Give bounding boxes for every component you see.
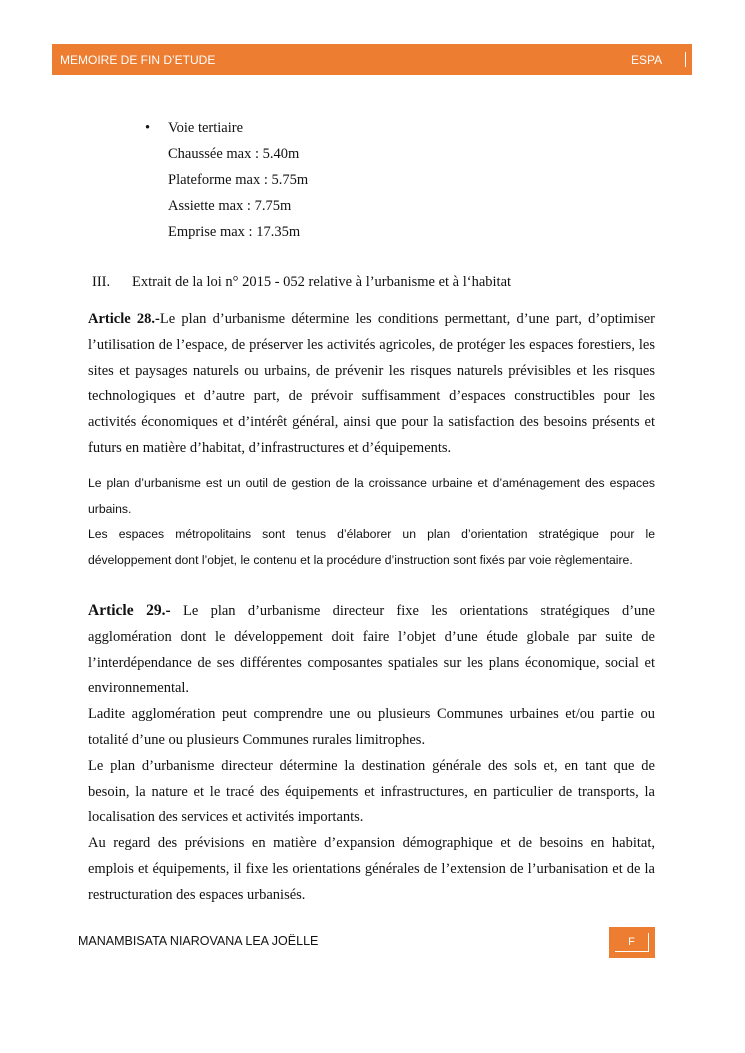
list-item: Chaussée max : 5.40m	[168, 146, 300, 162]
page-number: F	[615, 933, 649, 952]
list-item: Plateforme max : 5.75m	[168, 172, 309, 188]
bullet-list	[145, 118, 308, 248]
note-paragraph-2: Les espaces métropolitains sont tenus d’élaborer un plan d’orientation stratégique pour le développement dont l’objet, le contenu et la procédure d’instruction sont fixés par voie règlementaire.	[88, 527, 655, 567]
page-header	[52, 44, 692, 75]
list-item: Emprise max : 17.35m	[168, 224, 301, 240]
note-paragraph-1: Le plan d’urbanisme est un outil de gestion de la croissance urbaine et d’aménagement des espaces urbains.	[88, 476, 655, 516]
article-28-text: Le plan d’urbanisme détermine les conditions permettant, d’une part, d’optimiser l’utilisation de l’espace, de préserver les activités agricoles, de protéger les espaces forestiers, les sites et paysages naturels ou urbains, de prévenir les risques naturels prévisibles et les risques technologiques et d’autre part, de prévoir suffisamment d’espaces constructibles pour les activités économiques et d’intérêt général, ainsi que pour la satisfaction des besoins présents et futurs en matière d’habitat, d’infrastructures et d’équipements.	[88, 311, 655, 456]
bullet-icon: •	[145, 120, 151, 136]
bullet-title: Voie tertiaire	[168, 120, 244, 136]
section-number: III.	[92, 274, 111, 290]
header-title: MEMOIRE DE FIN D’ETUDE	[60, 53, 216, 67]
header-divider	[685, 52, 686, 67]
footer-author: MANAMBISATA NIAROVANA LEA JOËLLE	[78, 934, 319, 948]
article-28	[88, 307, 655, 462]
article-28-label: Article 28.-	[88, 311, 160, 327]
section-heading	[92, 274, 511, 291]
list-item: Assiette max : 7.75m	[168, 198, 292, 214]
list-item	[145, 118, 308, 144]
article-29	[88, 598, 655, 909]
article-29-label: Article 29.-	[88, 602, 171, 619]
article-29-paragraph-4: Au regard des prévisions en matière d’expansion démographique et de besoins en habitat, emplois et équipements, il fixe les orientations générales de l’extension de l’urbanisation et de la restructuration des espaces urbanisés.	[88, 835, 655, 903]
page-number-box	[609, 927, 655, 958]
article-29-text: Le plan d’urbanisme directeur fixe les orientations stratégiques d’une agglomération dont le développement doit faire l’objet d’une étude globale par suite de l’interdépendance de ses différentes composantes spatiales sur les plans économique, social et environnemental.	[88, 603, 655, 697]
section-title: Extrait de la loi n° 2015 - 052 relative à l’urbanisme et à l‘habitat	[132, 274, 512, 290]
header-school: ESPA	[631, 53, 663, 67]
article-29-paragraph-2: Ladite agglomération peut comprendre une ou plusieurs Communes urbaines et/ou partie ou totalité d’une ou plusieurs Communes rurales limitrophes.	[88, 706, 655, 748]
article-29-paragraph-3: Le plan d’urbanisme directeur détermine la destination générale des sols et, en tant que de besoin, la nature et le tracé des équipements et infrastructures, en particulier de transports, la localisation des services et activités importants.	[88, 757, 655, 826]
article-29-intro	[88, 598, 655, 702]
